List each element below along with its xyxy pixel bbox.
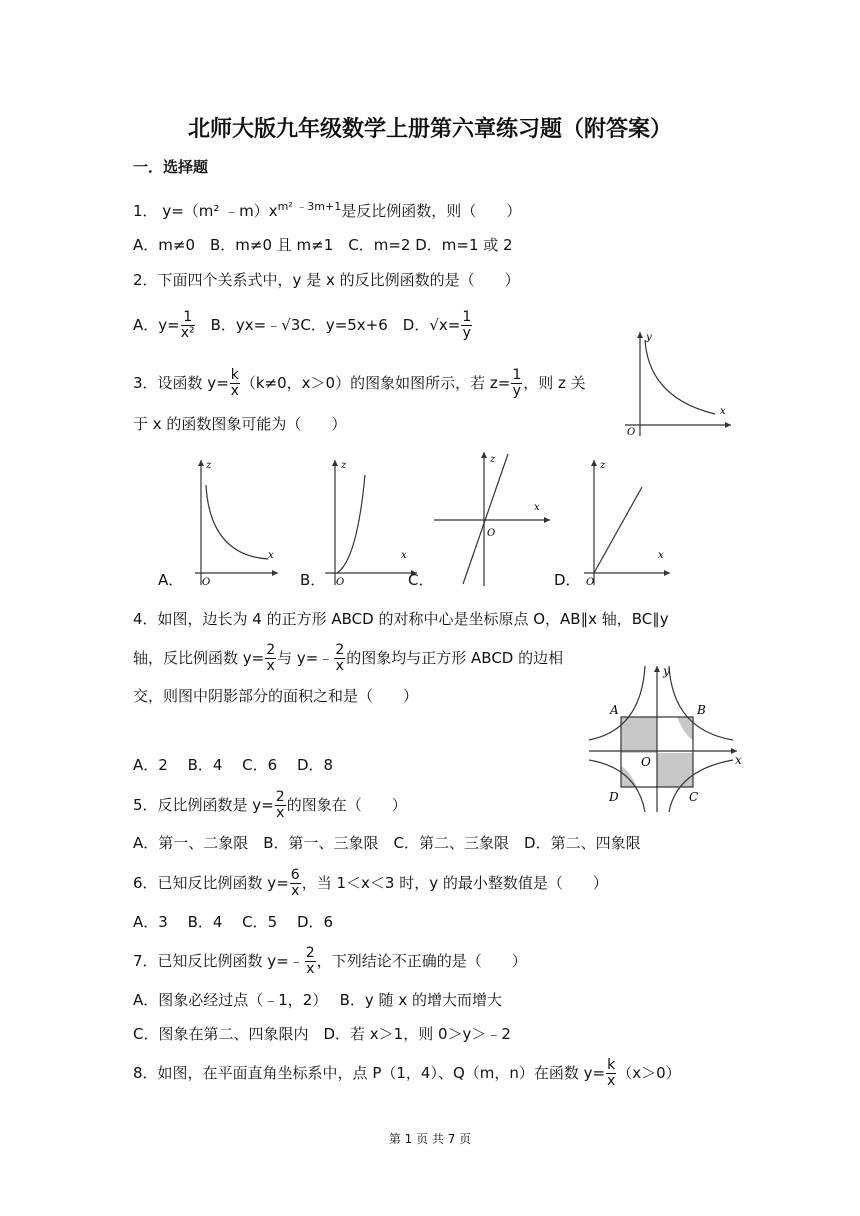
frac-num: 1 xyxy=(181,310,195,326)
question-6 xyxy=(133,868,608,899)
page-footer: 第 1 页 共 7 页 xyxy=(388,1132,472,1146)
frac-den: x xyxy=(291,883,300,899)
question-8 xyxy=(133,1058,681,1089)
axis-z-label: z xyxy=(341,460,347,471)
q8-fraction xyxy=(606,1058,616,1089)
origin-label: O xyxy=(586,577,595,588)
frac-num: 6 xyxy=(290,867,300,883)
q2-option-a: A．y= xyxy=(133,316,180,334)
q6-suffix: ，当 1＜x＜3 时，y 的最小整数值是（ ） xyxy=(301,874,608,892)
frac-den: x xyxy=(335,658,344,674)
axis-y-label: y xyxy=(663,664,670,678)
frac-den: y xyxy=(512,383,521,399)
q3-suffix: ，则 z 关 xyxy=(523,374,586,392)
q4-fraction-1 xyxy=(265,643,276,674)
shaded-region xyxy=(621,717,657,753)
axis-y-label: y xyxy=(646,332,652,343)
q1-prefix: y=（m² ﹣m） xyxy=(162,202,269,220)
q4-fraction-2 xyxy=(334,643,345,674)
axis-z-label: z xyxy=(490,454,496,465)
q3-option-c-graph xyxy=(430,448,555,590)
axis-x-label: x xyxy=(658,550,664,561)
section-heading: 一．选择题 xyxy=(133,158,209,176)
q5-prefix: 5．反比例函数是 y= xyxy=(133,796,274,814)
frac-den: x² xyxy=(180,325,195,341)
origin-label: O xyxy=(487,528,496,539)
q7-prefix: 7．已知反比例函数 y=﹣ xyxy=(133,952,304,970)
axis-z-label: z xyxy=(206,460,212,471)
vertex-a-label: A xyxy=(610,703,619,717)
q5-fraction xyxy=(275,790,286,821)
q5-options: A．第一、二象限 B．第一、三象限 C．第二、三象限 D．第二、四象限 xyxy=(133,834,641,852)
q3-line-2: 于 x 的函数图象可能为（ ） xyxy=(133,415,347,433)
q3-fraction-z xyxy=(511,368,522,399)
frac-num: 1 xyxy=(512,367,522,383)
q8-suffix: （x＞0） xyxy=(617,1064,681,1082)
q1-number: 1． xyxy=(133,202,158,220)
q8-prefix: 8．如图，在平面直角坐标系中，点 P（1，4）、Q（m，n）在函数 y= xyxy=(133,1064,606,1082)
q1-suffix: 是反比例函数，则（ ） xyxy=(341,202,522,220)
axis-x-label: x xyxy=(268,550,274,561)
origin-label: O xyxy=(641,755,651,769)
q3-option-c-label: C． xyxy=(408,571,434,589)
question-2: 2．下面四个关系式中，y 是 x 的反比例函数的是（ ） xyxy=(133,271,520,289)
origin-label: O xyxy=(627,427,636,438)
q3-prefix: 3．设函数 y= xyxy=(133,374,229,392)
shaded-region xyxy=(657,753,693,787)
frac-num: 2 xyxy=(266,642,276,658)
vertex-b-label: B xyxy=(697,703,706,717)
q3-option-d-graph xyxy=(570,455,675,590)
q3-option-d-label: D． xyxy=(554,571,581,589)
q5-suffix: 的图象在（ ） xyxy=(286,796,407,814)
q4-suffix: 的图象均与正方形 ABCD 的边相 xyxy=(346,649,564,667)
question-4-line-3: 交，则图中阴影部分的面积之和是（ ） xyxy=(133,687,419,705)
q4-options: A．2 B．4 C．6 D．8 xyxy=(133,756,334,774)
q4-prefix: 轴，反比例函数 y= xyxy=(133,649,265,667)
question-7 xyxy=(133,946,527,977)
frac-den: x xyxy=(276,805,285,821)
frac-num: 2 xyxy=(275,789,285,805)
frac-num: k xyxy=(230,367,239,383)
q6-prefix: 6．已知反比例函数 y= xyxy=(133,874,289,892)
q7-suffix: ，下列结论不正确的是（ ） xyxy=(316,952,527,970)
q1-base: x xyxy=(268,202,278,220)
q3-middle: （k≠0，x＞0）的图象如图所示，若 z= xyxy=(240,374,511,392)
axis-x-label: x xyxy=(720,406,726,417)
frac-num: 2 xyxy=(305,945,315,961)
q6-options: A．3 B．4 C．5 D．6 xyxy=(133,913,334,931)
page-title: 北师大版九年级数学上册第六章练习题（附答案） xyxy=(187,117,672,142)
q3-fraction-k xyxy=(230,368,240,399)
axis-z-label: z xyxy=(600,460,606,471)
q2-options-bcd: B．yx=﹣√3C．y=5x+6 D．√x= xyxy=(195,316,461,334)
axis-x-label: x xyxy=(735,753,742,767)
q2-fraction-d xyxy=(461,310,472,341)
frac-den: x xyxy=(607,1073,616,1089)
frac-num: 1 xyxy=(462,309,472,325)
q2-fraction-a xyxy=(181,310,195,341)
frac-den: y xyxy=(462,325,471,341)
question-1 xyxy=(133,197,521,221)
question-3 xyxy=(133,368,586,399)
q2-options xyxy=(133,310,473,341)
shaded-region xyxy=(621,766,637,787)
q4-square-figure xyxy=(585,660,750,815)
frac-den: x xyxy=(266,658,275,674)
q3-option-a-label: A． xyxy=(158,571,184,589)
q1-exponent: m² ﹣3m+1 xyxy=(277,200,342,213)
frac-den: x xyxy=(230,383,239,399)
axis-x-label: x xyxy=(401,550,407,561)
axis-x-label: x xyxy=(534,502,540,513)
q3-reference-graph xyxy=(615,328,735,438)
origin-label: O xyxy=(202,577,211,588)
q7-options-line-1: A．图象必经过点（﹣1，2） B．y 随 x 的增大而增大 xyxy=(133,991,502,1009)
q7-options-line-2: C．图象在第二、四象限内 D．若 x＞1，则 0＞y＞﹣2 xyxy=(133,1025,511,1043)
question-4-line-1: 4．如图，边长为 4 的正方形 ABCD 的对称中心是坐标原点 O，AB∥x 轴，BC∥y xyxy=(133,610,669,628)
q3-option-b-label: B． xyxy=(300,571,326,589)
question-4-line-2 xyxy=(133,643,563,674)
q6-fraction xyxy=(290,868,301,899)
question-5 xyxy=(133,790,407,821)
frac-num: 2 xyxy=(335,642,345,658)
origin-label: O xyxy=(336,577,345,588)
frac-num: k xyxy=(607,1057,616,1073)
frac-den: x xyxy=(306,961,315,977)
q1-options: A．m≠0 B．m≠0 且 m≠1 C．m=2 D．m=1 或 2 xyxy=(133,236,513,254)
q4-middle: 与 y=﹣ xyxy=(277,649,334,667)
vertex-d-label: D xyxy=(609,790,619,804)
vertex-c-label: C xyxy=(689,790,699,804)
q7-fraction xyxy=(305,946,316,977)
